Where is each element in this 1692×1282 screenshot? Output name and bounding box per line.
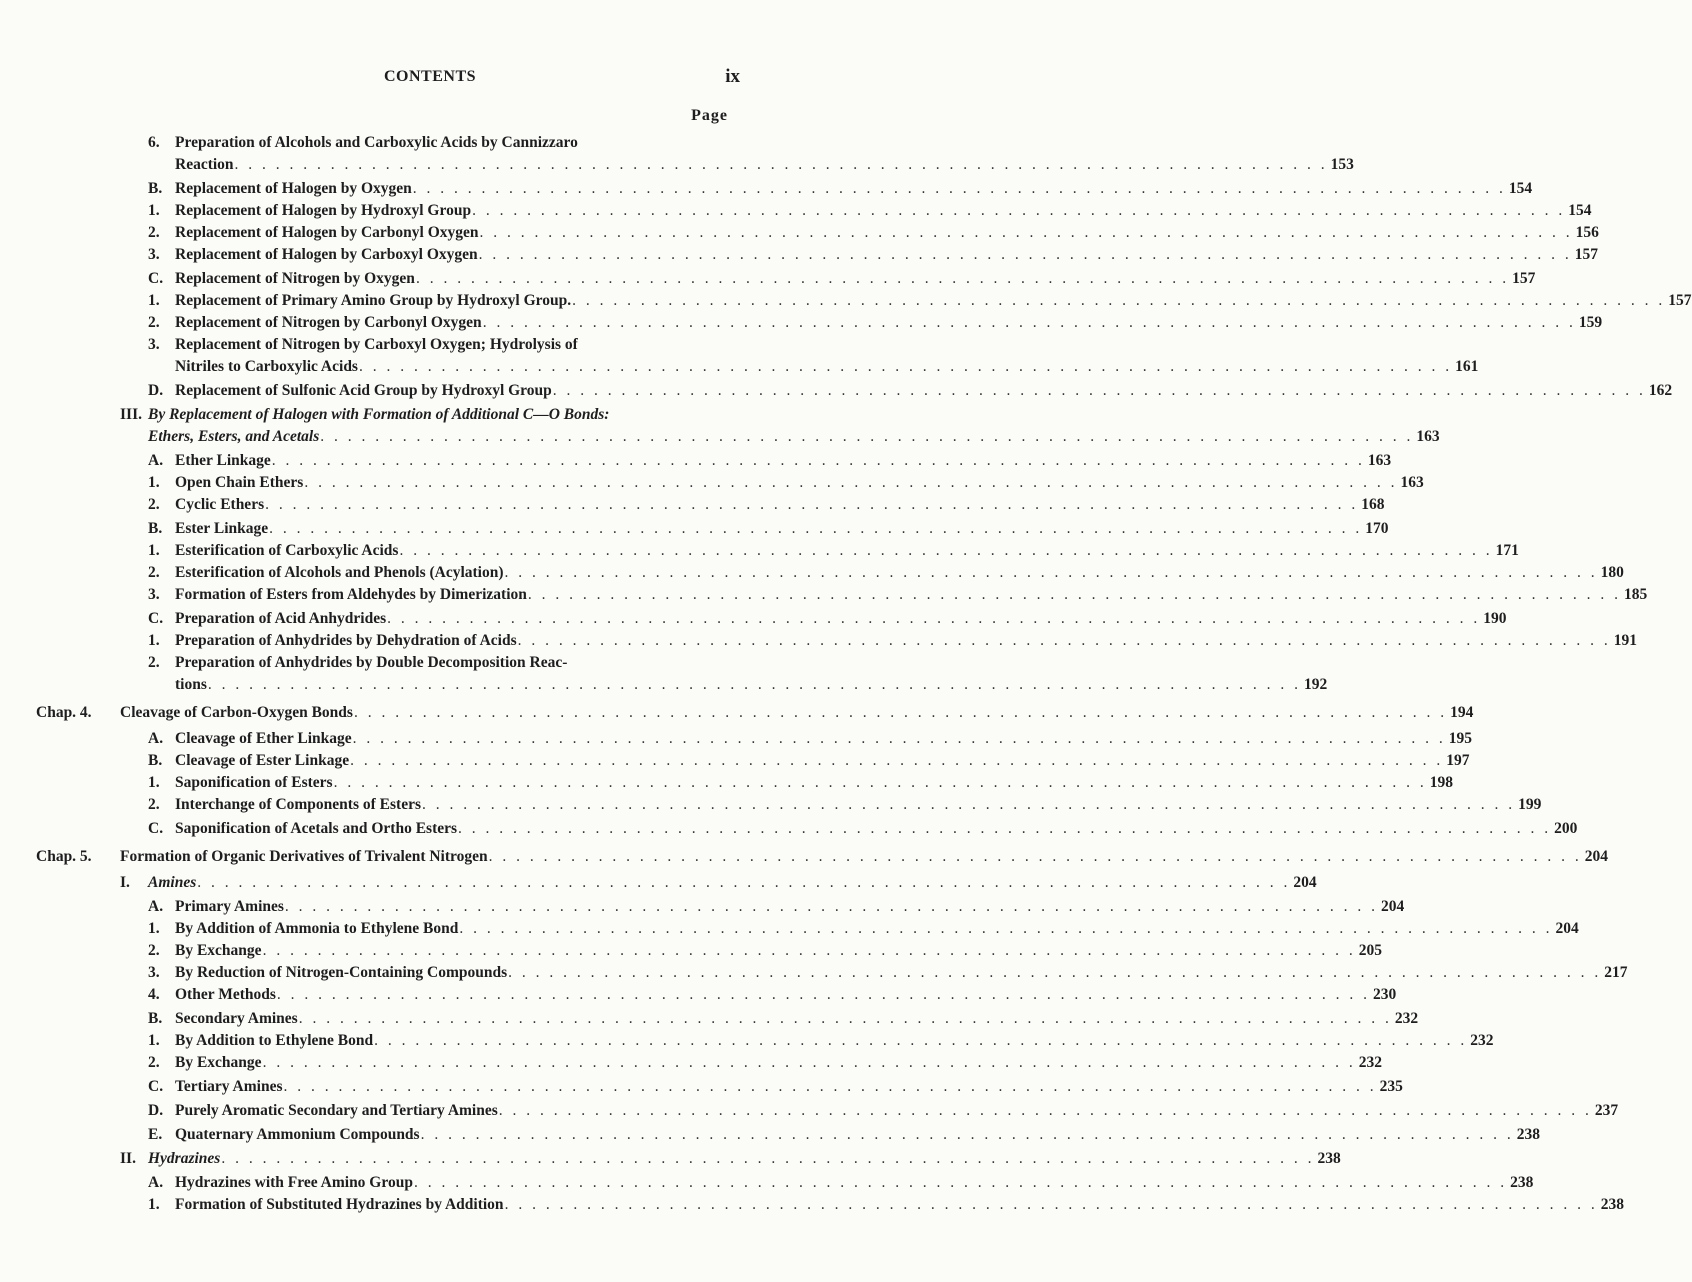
dot-leader: . . . . . . . . . . . . . . . . . . . . . . . . . . . . . . . . . . . . . . . . . . . . . . . . . . . . . . . . . . . . . . . . . . . . . . . . . . . . . . . . (271, 452, 1365, 469)
toc-entry (0, 266, 1536, 288)
entry-title: Interchange of Components of Esters (175, 796, 421, 813)
entry-number: 2. (148, 654, 160, 671)
entry-title: Amines (148, 874, 197, 891)
entry-title: Cleavage of Ether Linkage (175, 730, 352, 747)
entry-title: Esterification of Carboxylic Acids (175, 542, 399, 559)
entry-number: 2. (148, 314, 160, 331)
entry-page-number: 200 (1554, 820, 1578, 837)
entry-page-number: 157 (1668, 292, 1692, 309)
entry-title: Replacement of Nitrogen by Oxygen (175, 270, 415, 287)
entry-title: Saponification of Acetals and Ortho Esters (175, 820, 458, 837)
entry-title: By Exchange (175, 1054, 262, 1071)
entry-title: Hydrazines (148, 1150, 221, 1167)
toc-entry (0, 560, 1624, 582)
entry-title: Reaction (175, 156, 234, 173)
toc-entry (0, 332, 801, 354)
dot-leader: . . . . . . . . . . . . . . . . . . . . . . . . . . . . . . . . . . . . . . . . . . . . . . . . . . . . . . . . . . . . . . . . . . . . . . . . . . . . . . . . (479, 224, 1573, 241)
dot-leader: . . . . . . . . . . . . . . . . . . . . . . . . . . . . . . . . . . . . . . . . . . . . . . . . . . . . . . . . . . . . . . . . . . . . . . . . . . . . . . . . (358, 358, 1453, 375)
entry-title: By Replacement of Halogen with Formation of Additional C—O Bonds: (148, 406, 610, 423)
toc-entry (0, 1192, 1624, 1214)
entry-page-number: 204 (1293, 874, 1317, 891)
entry-title: Purely Aromatic Secondary and Tertiary Amines (175, 1102, 498, 1119)
entry-number: 1. (148, 774, 160, 791)
entry-title: Preparation of Acid Anhydrides (175, 610, 387, 627)
dot-leader: . . . . . . . . . . . . . . . . . . . . . . . . . . . . . . . . . . . . . . . . . . . . . . . . . . . . . . . . . . . . . . . . . . . . . . . . . . . . . . . . (276, 986, 1371, 1003)
entry-page-number: 217 (1604, 964, 1628, 981)
entry-title: Replacement of Halogen by Carbonyl Oxygen (175, 224, 479, 241)
toc-entry (0, 1098, 1619, 1120)
entry-page-number: 204 (1555, 920, 1579, 937)
entry-number: C. (148, 270, 164, 287)
dot-leader: . . . . . . . . . . . . . . . . . . . . . . . . . . . . . . . . . . . . . . . . . . . . . . . . . . . . . . . . . . . . . . . . . . . . . . . . . . . . . . . . (508, 964, 1602, 981)
entry-number: A. (148, 1174, 164, 1191)
dot-leader: . . . . . . . . . . . . . . . . . . . . . . . . . . . . . . . . . . . . . . . . . . . . . . . . . . . . . . . . . . . . . . . . . . . . . . . . . . . . . . . . (504, 564, 1598, 581)
toc-entry (0, 938, 1382, 960)
entry-title: Replacement of Halogen by Oxygen (175, 180, 412, 197)
dot-leader: . . . . . . . . . . . . . . . . . . . . . . . . . . . . . . . . . . . . . . . . . . . . . . . . . . . . . . . . . . . . . . . . . . . . . . . . . . . . . . . . (320, 428, 1414, 445)
dot-leader: . . . . . . . . . . . . . . . . . . . . . . . . . . . . . . . . . . . . . . . . . . . . . . . . . . . . . . . . . . . . . . . . . . . . . . . . . . . . . . . . (262, 1054, 1356, 1071)
entry-number: B. (148, 520, 163, 537)
toc-entry (0, 870, 1317, 892)
entry-number: 3. (148, 246, 160, 263)
entry-page-number: 238 (1516, 1126, 1540, 1143)
entry-page-number: 232 (1394, 1010, 1419, 1027)
entry-title: Open Chain Ethers (175, 474, 304, 491)
entry-number: B. (148, 180, 163, 197)
dot-leader: . . . . . . . . . . . . . . . . . . . . . . . . . . . . . . . . . . . . . . . . . . . . . . . . . . . . . . . . . . . . . . . . . . . . . . . . . . . . . . . . (284, 898, 1379, 915)
dot-leader: . . . . . . . . . . . . . . . . . . . . . . . . . . . . . . . . . . . . . . . . . . . . . . . . . . . . . . . . . . . . . . . . . . . . . . . . . . . . . . . . (399, 542, 1493, 559)
entry-page-number: 192 (1304, 676, 1328, 693)
entry-title: Formation of Esters from Aldehydes by Dimerization (175, 586, 527, 603)
toc-entry (0, 1146, 1341, 1168)
entry-title: Replacement of Halogen by Carboxyl Oxygen (175, 246, 478, 263)
entry-page-number: 163 (1367, 452, 1392, 469)
toc-entry (0, 516, 1389, 538)
entry-page-number: 230 (1373, 986, 1397, 1003)
toc-entry (0, 606, 1507, 628)
toc-entry (0, 792, 1542, 814)
entry-page-number: 197 (1446, 752, 1470, 769)
toc-entry (0, 1074, 1403, 1096)
dot-leader: . . . . . . . . . . . . . . . . . . . . . . . . . . . . . . . . . . . . . . . . . . . . . . . . . . . . . . . . . . . . . . . . . . . . . . . . . . . . . . . . (197, 874, 1291, 891)
entry-number: C. (148, 1078, 164, 1095)
entry-page-number: 232 (1358, 1054, 1382, 1071)
entry-page-number: 235 (1379, 1078, 1403, 1095)
toc-entry (0, 220, 1599, 242)
entry-number: A. (148, 452, 164, 469)
entry-title: Quaternary Ammonium Compounds (175, 1126, 420, 1143)
toc-entry (0, 960, 1628, 982)
toc-entry (0, 152, 1354, 174)
toc-entry (0, 844, 1609, 866)
entry-number: D. (148, 1102, 164, 1119)
entry-page-number: 170 (1365, 520, 1389, 537)
entry-title: Preparation of Alcohols and Carboxylic Acids by Cannizzaro (175, 134, 578, 151)
entry-number: 2. (148, 796, 160, 813)
entry-title: Primary Amines (175, 898, 284, 915)
entry-number: 3. (148, 336, 160, 353)
entry-title: Secondary Amines (175, 1010, 298, 1027)
dot-leader: . . . . . . . . . . . . . . . . . . . . . . . . . . . . . . . . . . . . . . . . . . . . . . . . . . . . . . . . . . . . . . . . . . . . . . . . . . . . . . . . (478, 246, 1572, 263)
toc-entry (0, 672, 1328, 694)
toc-entry (0, 582, 1648, 604)
entry-title: Cleavage of Carbon-Oxygen Bonds (120, 704, 353, 721)
toc-entry (0, 1170, 1534, 1192)
dot-leader: . . . . . . . . . . . . . . . . . . . . . . . . . . . . . . . . . . . . . . . . . . . . . . . . . . . . . . . . . . . . . . . . . . . . . . . . . . . . . . . . (413, 1174, 1508, 1191)
dot-leader: . . . . . . . . . . . . . . . . . . . . . . . . . . . . . . . . . . . . . . . . . . . . . . . . . . . . . . . . . . . . . . . . . . . . . . . . . . . . . . . . (265, 496, 1359, 513)
entry-page-number: 205 (1358, 942, 1382, 959)
dot-leader: . . . . . . . . . . . . . . . . . . . . . . . . . . . . . . . . . . . . . . . . . . . . . . . . . . . . . . . . . . . . . . . . . . . . . . . . . . . . . . . . (353, 704, 1448, 721)
entry-page-number: 204 (1381, 898, 1405, 915)
entry-title: Formation of Organic Derivatives of Trivalent Nitrogen (120, 848, 488, 865)
entry-number: 3. (148, 964, 160, 981)
entry-page-number: 191 (1613, 632, 1637, 649)
dot-leader: . . . . . . . . . . . . . . . . . . . . . . . . . . . . . . . . . . . . . . . . . . . . . . . . . . . . . . . . . . . . . . . . . . . . . . . . . . . . . . . . (472, 202, 1566, 219)
entry-page-number: 232 (1470, 1032, 1494, 1049)
entry-title: By Addition of Ammonia to Ethylene Bond (175, 920, 459, 937)
dot-leader: . . . . . . . . . . . . . . . . . . . . . . . . . . . . . . . . . . . . . . . . . . . . . . . . . . . . . . . . . . . . . . . . . . . . . . . . . . . . . . . . (458, 820, 1552, 837)
entry-number: 1. (148, 1196, 160, 1213)
toc-entry (0, 402, 801, 424)
entry-title: Ethers, Esters, and Acetals (148, 428, 320, 445)
entry-title: Replacement of Nitrogen by Carboxyl Oxygen; Hydrolysis of (175, 336, 578, 353)
dot-leader: . . . . . . . . . . . . . . . . . . . . . . . . . . . . . . . . . . . . . . . . . . . . . . . . . . . . . . . . . . . . . . . . . . . . . . . . . . . . . . . . (420, 1126, 1514, 1143)
entry-page-number: 162 (1648, 382, 1673, 399)
dot-leader: . . . . . . . . . . . . . . . . . . . . . . . . . . . . . . . . . . . . . . . . . . . . . . . . . . . . . . . . . . . . . . . . . . . . . . . . . . . . . . . . (350, 752, 1444, 769)
toc-entry (0, 378, 1673, 400)
toc-entry (0, 492, 1385, 514)
entry-title: By Exchange (175, 942, 262, 959)
entry-page-number: 163 (1416, 428, 1440, 445)
toc-entry (0, 816, 1578, 838)
entry-title: Replacement of Primary Amino Group by Hydroxyl Group. (175, 292, 572, 309)
toc-entry (0, 310, 1603, 332)
entry-page-number: 156 (1575, 224, 1599, 241)
entry-title: By Addition to Ethylene Bond (175, 1032, 374, 1049)
toc-entry (0, 538, 1519, 560)
toc-entry (0, 628, 1637, 650)
toc-entry (0, 1122, 1540, 1144)
entry-number: 1. (148, 474, 160, 491)
page-header (120, 68, 740, 92)
entry-title: Formation of Substituted Hydrazines by Addition (175, 1196, 504, 1213)
dot-leader: . . . . . . . . . . . . . . . . . . . . . . . . . . . . . . . . . . . . . . . . . . . . . . . . . . . . . . . . . . . . . . . . . . . . . . . . . . . . . . . . (262, 942, 1356, 959)
entry-number: 1. (148, 542, 160, 559)
entry-title: Ether Linkage (175, 452, 271, 469)
toc-entry (0, 1028, 1494, 1050)
entry-number: E. (148, 1126, 163, 1143)
dot-leader: . . . . . . . . . . . . . . . . . . . . . . . . . . . . . . . . . . . . . . . . . . . . . . . . . . . . . . . . . . . . . . . . . . . . . . . . . . . . . . . . (221, 1150, 1315, 1167)
entry-number: 2. (148, 496, 160, 513)
entry-page-number: 163 (1400, 474, 1424, 491)
toc-entry (0, 1006, 1419, 1028)
entry-title: Replacement of Sulfonic Acid Group by Hydroxyl Group (175, 382, 552, 399)
toc-entry (0, 916, 1579, 938)
dot-leader: . . . . . . . . . . . . . . . . . . . . . . . . . . . . . . . . . . . . . . . . . . . . . . . . . . . . . . . . . . . . . . . . . . . . . . . . . . . . . . . . (415, 270, 1510, 287)
entry-title: Tertiary Amines (175, 1078, 283, 1095)
toc-entry (0, 1050, 1382, 1072)
toc-entry (0, 982, 1397, 1004)
dot-leader: . . . . . . . . . . . . . . . . . . . . . . . . . . . . . . . . . . . . . . . . . . . . . . . . . . . . . . . . . . . . . . . . . . . . . . . . . . . . . . . . (387, 610, 1481, 627)
toc-entry (0, 748, 1470, 770)
entry-number: 1. (148, 202, 160, 219)
entry-page-number: 199 (1518, 796, 1542, 813)
entry-number: 4. (148, 986, 160, 1003)
toc-entry (0, 242, 1599, 264)
entry-title: Cleavage of Ester Linkage (175, 752, 350, 769)
entry-title: Ester Linkage (175, 520, 269, 537)
toc-entry (0, 130, 801, 152)
entry-page-number: 194 (1450, 704, 1474, 721)
toc-entry (0, 470, 1424, 492)
entry-page-number: 171 (1495, 542, 1519, 559)
entry-page-number: 238 (1510, 1174, 1534, 1191)
entry-title: tions (175, 676, 207, 693)
toc-entry (0, 894, 1405, 916)
entry-number: A. (148, 898, 164, 915)
entry-page-number: 154 (1508, 180, 1533, 197)
entry-number: B. (148, 1010, 163, 1027)
entry-page-number: 153 (1330, 156, 1354, 173)
entry-page-number: 185 (1624, 586, 1648, 603)
dot-leader: . . . . . . . . . . . . . . . . . . . . . . . . . . . . . . . . . . . . . . . . . . . . . . . . . . . . . . . . . . . . . . . . . . . . . . . . . . . . . . . . (421, 796, 1516, 813)
dot-leader: . . . . . . . . . . . . . . . . . . . . . . . . . . . . . . . . . . . . . . . . . . . . . . . . . . . . . . . . . . . . . . . . . . . . . . . . . . . . . . . . (498, 1102, 1592, 1119)
dot-leader: . . . . . . . . . . . . . . . . . . . . . . . . . . . . . . . . . . . . . . . . . . . . . . . . . . . . . . . . . . . . . . . . . . . . . . . . . . . . . . . . (298, 1010, 1392, 1027)
toc-entry (0, 726, 1473, 748)
entry-page-number: 198 (1429, 774, 1453, 791)
entry-title: Esterification of Alcohols and Phenols (Acylation) (175, 564, 504, 581)
dot-leader: . . . . . . . . . . . . . . . . . . . . . . . . . . . . . . . . . . . . . . . . . . . . . . . . . . . . . . . . . . . . . . . . . . . . . . . . . . . . . . . . (352, 730, 1446, 747)
entry-number: 2. (148, 942, 160, 959)
page-number: ix (725, 66, 740, 87)
entry-number: 1. (148, 632, 160, 649)
entry-page-number: 180 (1600, 564, 1624, 581)
toc-entry (0, 448, 1392, 470)
dot-leader: . . . . . . . . . . . . . . . . . . . . . . . . . . . . . . . . . . . . . . . . . . . . . . . . . . . . . . . . . . . . . . . . . . . . . . . . . . . . . . . . (234, 156, 1328, 173)
entry-number: 1. (148, 1032, 160, 1049)
dot-leader: . . . . . . . . . . . . . . . . . . . . . . . . . . . . . . . . . . . . . . . . . . . . . . . . . . . . . . . . . . . . . . . . . . . . . . . . . . . . . . . . (517, 632, 1611, 649)
toc-entry (0, 354, 1479, 376)
entry-title: By Reduction of Nitrogen-Containing Compounds (175, 964, 508, 981)
entry-number: I. (120, 874, 130, 891)
entry-number: 6. (148, 134, 160, 151)
entry-title: Preparation of Anhydrides by Double Decomposition Reac- (175, 654, 568, 671)
entry-page-number: 195 (1448, 730, 1473, 747)
entry-page-number: 168 (1361, 496, 1385, 513)
entry-number: 2. (148, 564, 160, 581)
entry-number: 2. (148, 1054, 160, 1071)
entry-title: Replacement of Halogen by Hydroxyl Group (175, 202, 472, 219)
dot-leader: . . . . . . . . . . . . . . . . . . . . . . . . . . . . . . . . . . . . . . . . . . . . . . . . . . . . . . . . . . . . . . . . . . . . . . . . . . . . . . . . (459, 920, 1553, 937)
entry-number: 1. (148, 920, 160, 937)
dot-leader: . . . . . . . . . . . . . . . . . . . . . . . . . . . . . . . . . . . . . . . . . . . . . . . . . . . . . . . . . . . . . . . . . . . . . . . . . . . . . . . . (482, 314, 1576, 331)
entry-page-number: 238 (1600, 1196, 1624, 1213)
entry-page-number: 204 (1584, 848, 1609, 865)
entry-page-number: 157 (1512, 270, 1536, 287)
entry-number: D. (148, 382, 164, 399)
dot-leader: . . . . . . . . . . . . . . . . . . . . . . . . . . . . . . . . . . . . . . . . . . . . . . . . . . . . . . . . . . . . . . . . . . . . . . . . . . . . . . . . (333, 774, 1427, 791)
toc-entry (0, 770, 1453, 792)
running-head: CONTENTS (383, 68, 477, 85)
entry-title: Preparation of Anhydrides by Dehydration of Acids (175, 632, 517, 649)
dot-leader: . . . . . . . . . . . . . . . . . . . . . . . . . . . . . . . . . . . . . . . . . . . . . . . . . . . . . . . . . . . . . . . . . . . . . . . . . . . . . . . . (504, 1196, 1598, 1213)
dot-leader: . . . . . . . . . . . . . . . . . . . . . . . . . . . . . . . . . . . . . . . . . . . . . . . . . . . . . . . . . . . . . . . . . . . . . . . . . . . . . . . . (412, 180, 1506, 197)
entry-title: Nitriles to Carboxylic Acids (175, 358, 358, 375)
toc-entry (0, 700, 1474, 722)
entry-number: C. (148, 610, 164, 627)
entry-number: 3. (148, 586, 160, 603)
entry-page-number: 238 (1317, 1150, 1341, 1167)
entry-title: Saponification of Esters (175, 774, 333, 791)
entry-title: Cyclic Ethers (175, 496, 265, 513)
entry-page-number: 190 (1483, 610, 1507, 627)
toc-entry (0, 176, 1533, 198)
toc-entry (0, 288, 1692, 310)
dot-leader: . . . . . . . . . . . . . . . . . . . . . . . . . . . . . . . . . . . . . . . . . . . . . . . . . . . . . . . . . . . . . . . . . . . . . . . . . . . . . . . . (304, 474, 1398, 491)
entry-number: A. (148, 730, 164, 747)
dot-leader: . . . . . . . . . . . . . . . . . . . . . . . . . . . . . . . . . . . . . . . . . . . . . . . . . . . . . . . . . . . . . . . . . . . . . . . . . . . . . . . . (269, 520, 1363, 537)
entry-number: 1. (148, 292, 160, 309)
entry-title: Hydrazines with Free Amino Group (175, 1174, 413, 1191)
entry-page-number: 157 (1574, 246, 1599, 263)
dot-leader: . . . . . . . . . . . . . . . . . . . . . . . . . . . . . . . . . . . . . . . . . . . . . . . . . . . . . . . . . . . . . . . . . . . . . . . . . . . . . . . . (283, 1078, 1377, 1095)
chapter-label: Chap. 4. (36, 704, 92, 721)
dot-leader: . . . . . . . . . . . . . . . . . . . . . . . . . . . . . . . . . . . . . . . . . . . . . . . . . . . . . . . . . . . . . . . . . . . . . . . . . . . . . . . . (527, 586, 1621, 603)
entry-number: II. (120, 1150, 136, 1167)
dot-leader: . . . . . . . . . . . . . . . . . . . . . . . . . . . . . . . . . . . . . . . . . . . . . . . . . . . . . . . . . . . . . . . . . . . . . . . . . . . . . . . . (552, 382, 1646, 399)
entry-page-number: 237 (1594, 1102, 1619, 1119)
toc-entry (0, 650, 801, 672)
entry-number: III. (120, 406, 142, 423)
entry-number: B. (148, 752, 163, 769)
entry-page-number: 154 (1568, 202, 1592, 219)
entry-title: Replacement of Nitrogen by Carbonyl Oxygen (175, 314, 482, 331)
page-column-label: Page (691, 107, 728, 124)
dot-leader: . . . . . . . . . . . . . . . . . . . . . . . . . . . . . . . . . . . . . . . . . . . . . . . . . . . . . . . . . . . . . . . . . . . . . . . . . . . . . . . . (572, 292, 1666, 309)
chapter-label: Chap. 5. (36, 848, 92, 865)
toc-entry (0, 198, 1592, 220)
entry-title: Other Methods (175, 986, 276, 1003)
entry-page-number: 159 (1578, 314, 1603, 331)
dot-leader: . . . . . . . . . . . . . . . . . . . . . . . . . . . . . . . . . . . . . . . . . . . . . . . . . . . . . . . . . . . . . . . . . . . . . . . . . . . . . . . . (207, 676, 1301, 693)
entry-number: 2. (148, 224, 160, 241)
dot-leader: . . . . . . . . . . . . . . . . . . . . . . . . . . . . . . . . . . . . . . . . . . . . . . . . . . . . . . . . . . . . . . . . . . . . . . . . . . . . . . . . (374, 1032, 1468, 1049)
dot-leader: . . . . . . . . . . . . . . . . . . . . . . . . . . . . . . . . . . . . . . . . . . . . . . . . . . . . . . . . . . . . . . . . . . . . . . . . . . . . . . . . (488, 848, 1582, 865)
toc-entry (0, 424, 1440, 446)
entry-page-number: 161 (1455, 358, 1479, 375)
entry-number: C. (148, 820, 164, 837)
